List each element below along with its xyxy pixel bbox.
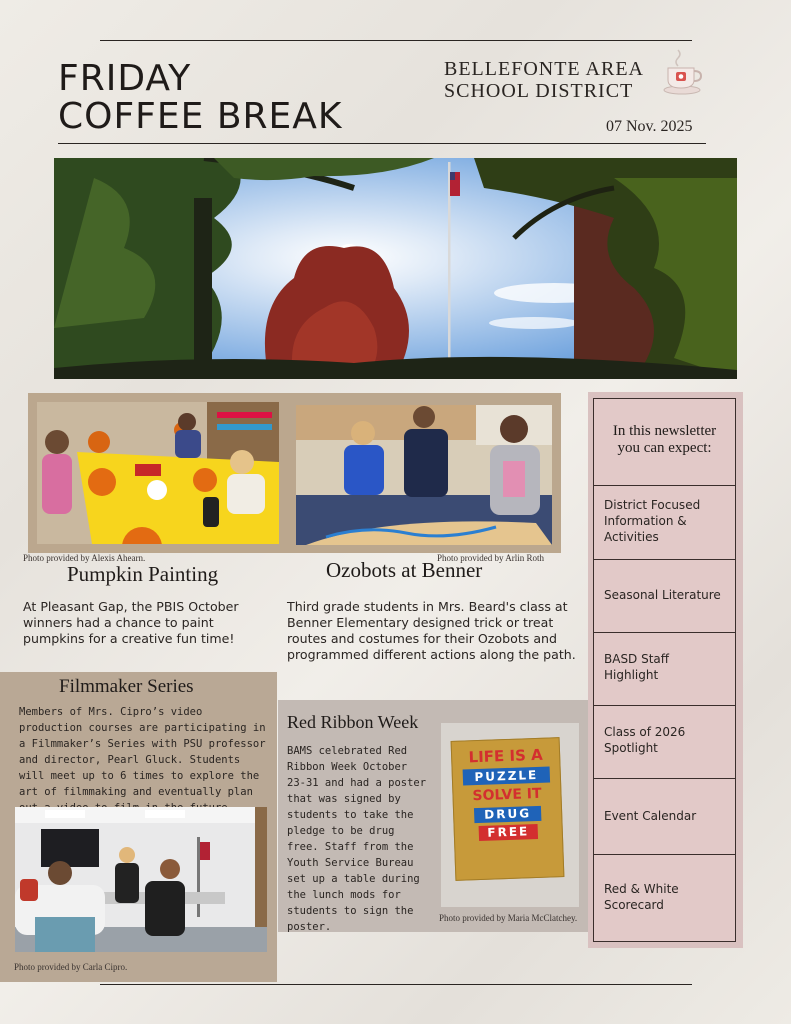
newsletter-title (58, 60, 343, 136)
district-line-2: SCHOOL DISTRICT (444, 80, 634, 102)
ozobots-photo-caption: Photo provided by Arlin Roth (437, 553, 545, 563)
red-ribbon-poster-photo (441, 723, 579, 907)
sidebar-heading: In this newsletter you can expect: (612, 423, 717, 456)
hero-photo-trees-flag (54, 158, 737, 379)
sidebar-item-staff-highlight (594, 633, 735, 706)
sidebar-item-label: District Focused Information & Activities (604, 498, 701, 544)
sidebar-item-label: Red & White Scorecard (604, 882, 679, 912)
pumpkin-photo-caption: Photo provided by Alexis Ahearn. (23, 553, 146, 563)
district-name (444, 58, 644, 102)
title-line-1: FRIDAY (58, 58, 192, 99)
pumpkin-painting-photo (37, 402, 279, 544)
title-line-2: COFFEE BREAK (58, 96, 343, 137)
ozobots-body: Third grade students in Mrs. Beard's class at Benner Elementary designed trick or treat routes and costumes for their Ozobots and programmed different actions along the path. (287, 599, 576, 662)
filmmaker-body: Members of Mrs. Cipro’s video production courses are participating in a Filmmaker’s Series with PSU professor and director, Pearl Gluck. Students will meet up to 6 times to explore the art of filmmaking and eventually plan (19, 706, 266, 798)
sidebar-item-label: Class of 2026 Spotlight (604, 725, 686, 755)
ozobots-photo (296, 405, 552, 545)
district-line-1: BELLEFONTE AREA (444, 58, 644, 80)
sidebar-item-district-focused (594, 486, 735, 560)
red-ribbon-photo-caption: Photo provided by Maria McClatchey. (439, 913, 578, 923)
newsletter-contents-sidebar (588, 392, 743, 948)
sidebar-item-label: Event Calendar (604, 809, 697, 823)
poster-line-4: DRUG (474, 806, 541, 823)
issue-date: 07 Nov. 2025 (606, 118, 693, 135)
poster-line-5: FREE (479, 824, 538, 841)
poster-line-3: SOLVE IT (472, 785, 542, 805)
pumpkin-body: At Pleasant Gap, the PBIS October winners had a chance to paint pumpkins for a creative fun time! (23, 599, 239, 646)
poster (451, 737, 565, 881)
bottom-rule (100, 984, 692, 985)
masthead-bottom-rule (58, 143, 706, 144)
ozobots-heading: Ozobots at Benner (326, 558, 483, 582)
red-ribbon-body: BAMS celebrated Red Ribbon Week October 23-31 and had a poster that was signed by students to take the pledge to be drug free. Staff from the Youth Service Bureau set up a table during the lunch mods for students to sign the poster. (287, 745, 427, 933)
filmmaker-heading: Filmmaker Series (59, 676, 194, 697)
sidebar-item-scorecard (594, 855, 735, 940)
sidebar-header-cell (594, 399, 735, 486)
sidebar-item-label: BASD Staff Highlight (604, 652, 670, 682)
sidebar-item-label: Seasonal Literature (604, 588, 721, 602)
top-rule (100, 40, 692, 41)
filmmaker-photo-caption: Photo provided by Carla Cipro. (14, 962, 128, 972)
sidebar-item-event-calendar (594, 779, 735, 855)
filmmaker-classroom-photo (15, 807, 267, 952)
coffee-cup-icon (660, 46, 704, 96)
red-ribbon-heading: Red Ribbon Week (287, 712, 419, 732)
sidebar-item-seasonal-literature (594, 560, 735, 633)
sidebar-box (593, 398, 736, 942)
poster-line-1: LIFE IS A (468, 745, 543, 767)
sidebar-item-class-spotlight (594, 706, 735, 779)
poster-line-2: PUZZLE (463, 767, 551, 786)
pumpkin-heading: Pumpkin Painting (67, 562, 219, 586)
